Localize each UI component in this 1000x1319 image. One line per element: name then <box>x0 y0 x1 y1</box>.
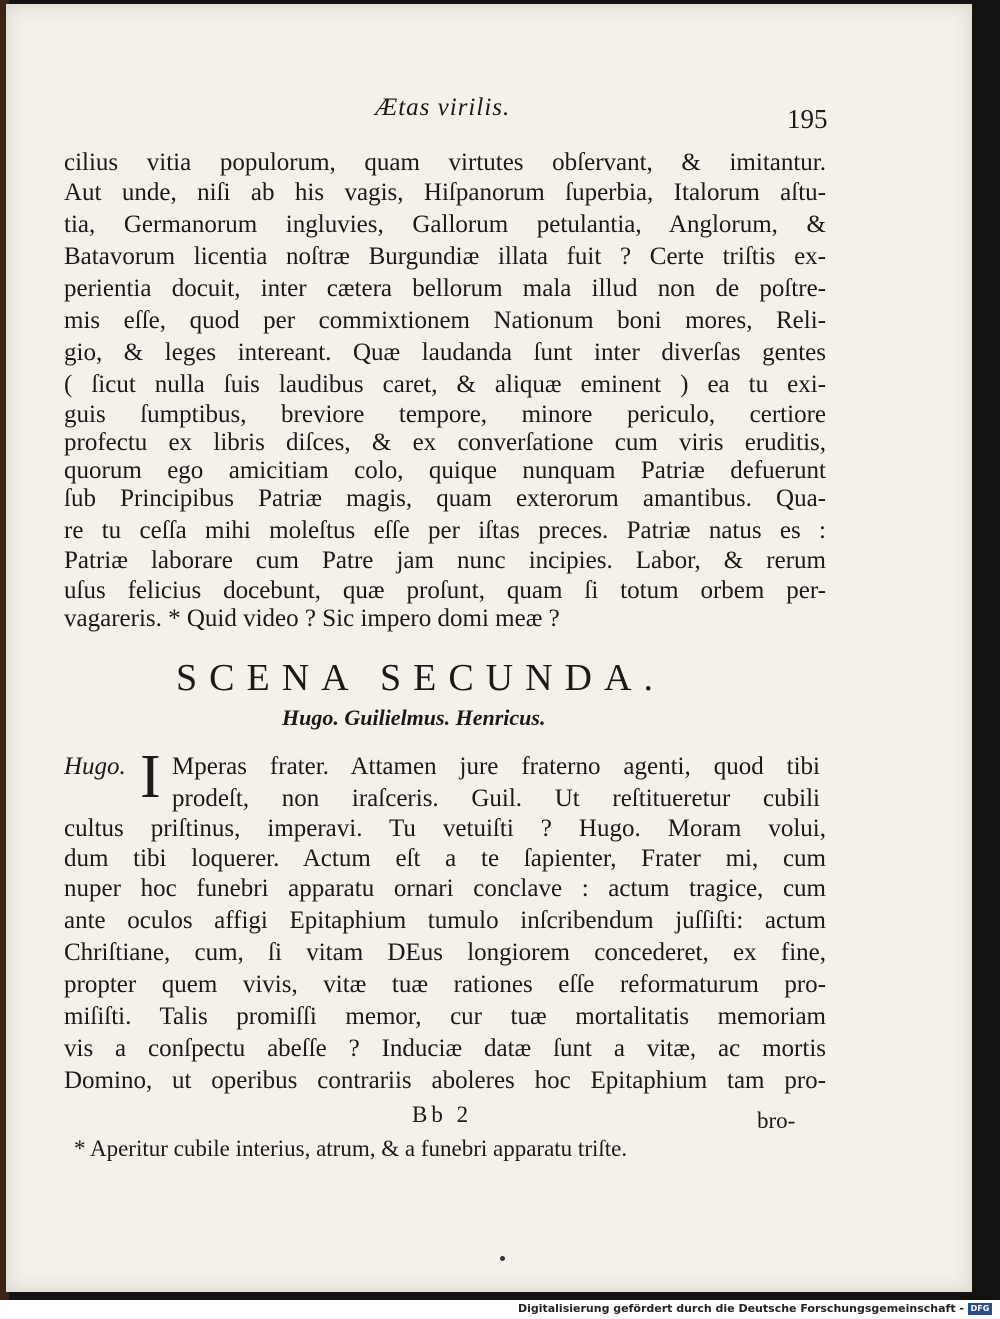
funding-credit: Digitalisierung gefördert durch die Deutsche Forschungsgemeinschaft - <box>517 1302 964 1315</box>
dialogue-line: propter quem vivis, vitæ tuæ rationes eſſe reformaturum pro- <box>64 971 826 998</box>
body-line: tia, Germanorum ingluvies, Gallorum petulantia, Anglorum, & <box>64 211 826 238</box>
dialogue-line: ante oculos affigi Epitaphium tumulo inſcribendum juſſiſti: actum <box>64 907 826 934</box>
body-line: quorum ego amicitiam colo, quique nunquam Patriæ defuerunt <box>64 457 826 484</box>
body-line: mis eſſe, quod per commixtionem Nationum boni mores, Reli- <box>64 307 826 334</box>
dialogue-line: nuper hoc funebri apparatu ornari conclave : actum tragice, cum <box>64 875 826 902</box>
body-line: ſub Principibus Patriæ magis, quam exterorum amantibus. Qua- <box>64 485 826 512</box>
speaker-label: Hugo. <box>64 753 126 780</box>
ink-dot <box>500 1256 505 1261</box>
dialogue-line: vis a conſpectu abeſſe ? Induciæ datæ ſunt a vitæ, ac mortis <box>64 1035 826 1062</box>
scene-characters: Hugo. Guilielmus. Henricus. <box>282 705 546 730</box>
body-line: uſus felicius docebunt, quæ proſunt, quam ſi totum orbem per- <box>64 577 826 604</box>
body-line: Patriæ laborare cum Patre jam nunc incipies. Labor, & rerum <box>64 547 826 574</box>
body-line: vagareris. * Quid video ? Sic impero domi meæ ? <box>64 605 560 632</box>
body-line: ( ſicut nulla ſuis laudibus caret, & aliquæ eminent ) ea tu exi- <box>64 371 826 398</box>
dialogue-line: Domino, ut operibus contrariis aboleres hoc Epitaphium tam pro- <box>64 1067 826 1094</box>
dialogue-line: dum tibi loquerer. Actum eſt a te ſapienter, Frater mi, cum <box>64 845 826 872</box>
body-line: perientia docuit, inter cætera bellorum mala illud non de poſtre- <box>64 275 826 302</box>
dialogue-line: prodeſt, non iraſceris. Guil. Ut reſtitueretur cubili <box>172 785 820 812</box>
footer-bar <box>0 1300 1000 1319</box>
signature-mark: Bb 2 <box>412 1102 473 1127</box>
dialogue-line: Chriſtiane, cum, ſi vitam DEus longiorem concederet, ex fine, <box>64 939 826 966</box>
catchword: bro- <box>757 1108 796 1133</box>
body-line: cilius vitia populorum, quam virtutes obſervant, & imitantur. <box>64 149 826 176</box>
footnote: * Aperitur cubile interius, atrum, & a funebri apparatu triſte. <box>74 1136 628 1161</box>
drop-cap: I <box>140 743 161 811</box>
running-head: Ætas virilis. <box>375 94 511 121</box>
dialogue-line: miſiſti. Talis promiſſi memor, cur tuæ mortalitatis memoriam <box>64 1003 826 1030</box>
body-line: gio, & leges intereant. Quæ laudanda ſunt inter diverſas gentes <box>64 339 826 366</box>
page-number: 195 <box>787 104 828 134</box>
body-line: Aut unde, niſi ab his vagis, Hiſpanorum ſuperbia, Italorum aſtu- <box>64 179 826 206</box>
scene-heading: SCENA SECUNDA. <box>176 657 665 699</box>
dialogue-line: Mperas frater. Attamen jure fraterno agenti, quod tibi <box>172 753 820 780</box>
body-line: Batavorum licentia noſtræ Burgundiæ illata fuit ? Certe triſtis ex- <box>64 243 826 270</box>
body-line: profectu ex libris diſces, & ex converſatione cum viris eruditis, <box>64 429 826 456</box>
body-line: re tu ceſſa mihi moleſtus eſſe per iſtas preces. Patriæ natus es : <box>64 517 826 544</box>
dialogue-line: cultus priſtinus, imperavi. Tu vetuiſti ? Hugo. Moram volui, <box>64 815 826 842</box>
dfg-logo-icon: DFG <box>968 1303 992 1315</box>
body-line: guis ſumptibus, breviore tempore, minore periculo, certiore <box>64 401 826 428</box>
